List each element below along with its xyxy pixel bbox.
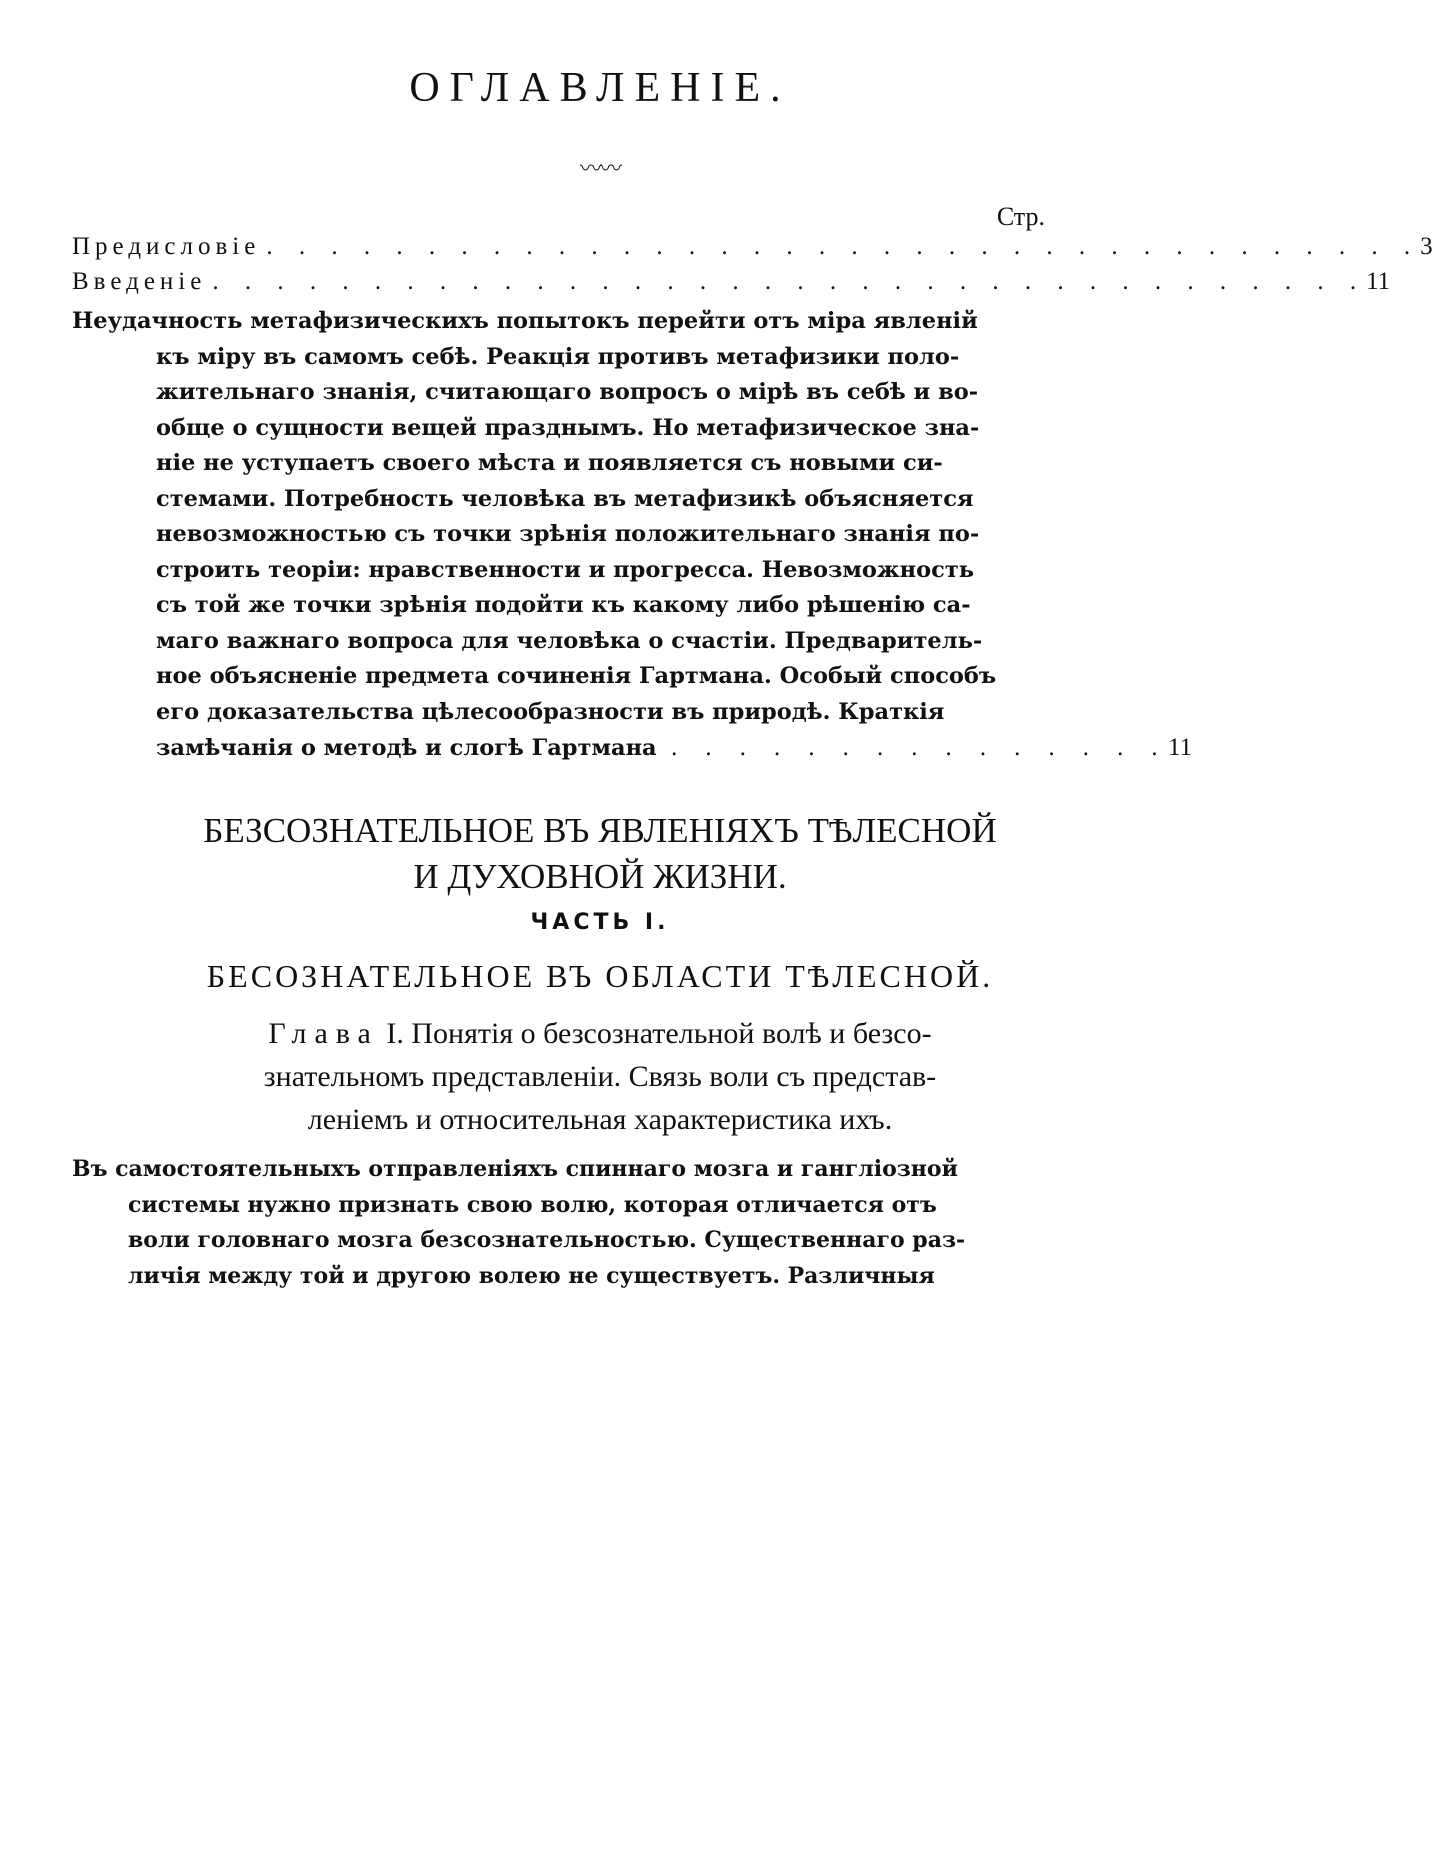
toc-leader-dots: . . . . . . . . . . . . . . . <box>670 735 1169 761</box>
summary-line: стемами. Потребность человѣка въ метафизикѣ объясняется <box>156 485 974 512</box>
summary-last-line <box>72 730 1193 767</box>
part-label: ЧАСТЬ I. <box>530 910 670 935</box>
summary-line: его доказательства цѣлесообразности въ природѣ. Краткія <box>156 698 945 725</box>
chapter-title-line: леніемъ и относительная характеристика ихъ. <box>307 1103 893 1136</box>
summary-line: ніе не уступаетъ своего мѣста и появляется съ новыми си- <box>156 450 943 476</box>
chapter-title-line: знательномъ представленіи. Связь воли съ представ- <box>263 1060 937 1093</box>
section-heading-line: И ДУХОВНОЙ ЖИЗНИ. <box>413 857 787 896</box>
introduction-summary <box>72 304 1193 767</box>
section-heading-line: БЕЗСОЗНАТЕЛЬНОЕ ВЪ ЯВЛЕНІЯХЪ ТѢЛЕСНОЙ <box>203 811 997 850</box>
body-line: системы нужно признать свою волю, которая отличается отъ <box>128 1191 937 1218</box>
chapter-number: I. <box>386 1017 404 1050</box>
summary-line: Неудачность метафизическихъ попытокъ перейти отъ міра явленій <box>72 308 978 334</box>
page-title: ОГЛАВЛЕНІЕ. <box>409 65 791 111</box>
toc-entry-page: 3 <box>1420 233 1433 260</box>
toc-leader-dots: . . . . . . . . . . . . . . . . . . . . . . . . . . . . . . . . . . . . <box>212 268 1367 295</box>
summary-line: къ міру въ самомъ себѣ. Реакція противъ метафизики поло- <box>156 343 960 370</box>
body-line: Въ самостоятельныхъ отправленіяхъ спиннаго мозга и гангліозной <box>72 1156 958 1182</box>
chapter-title-line: Понятія о безсознательной волѣ и безсо- <box>411 1017 932 1050</box>
section-heading <box>0 808 1200 900</box>
toc-leader-dots: . . . . . . . . . . . . . . . . . . . . . . . . . . . . . . . . . . . . <box>266 233 1421 260</box>
body-line: воли головнаго мозга безсознательностью. Существеннаго раз- <box>128 1227 966 1253</box>
body-line: личія между той и другою волею не существуетъ. Различныя <box>128 1262 935 1289</box>
summary-line: жительнаго знанія, считающаго вопросъ о мірѣ въ себѣ и во- <box>156 379 979 405</box>
summary-line: ное объясненіе предмета сочиненія Гартмана. Особый способъ <box>156 663 997 689</box>
chapter-label: Глава <box>268 1017 379 1050</box>
summary-line: съ той же точки зрѣнія подойти къ какому либо рѣшенію са- <box>156 592 971 618</box>
summary-line: замѣчанія о методѣ и слогѣ Гартмана <box>156 735 657 761</box>
chapter-body <box>72 1152 1044 1294</box>
toc-entry-name: Предисловіе <box>72 233 261 260</box>
part-title: БЕСОЗНАТЕЛЬНОЕ ВЪ ОБЛАСТИ ТѢЛЕСНОЙ. <box>206 958 994 994</box>
toc-entry-name: Введеніе <box>72 268 207 295</box>
toc-entry-introduction[interactable] <box>72 268 1391 296</box>
summary-line: маго важнаго вопроса для человѣка о счастіи. Предваритель- <box>156 627 983 654</box>
summary-line: обще о сущности вещей празднымъ. Но метафизическое зна- <box>156 414 980 441</box>
summary-line: невозможностью съ точки зрѣнія положительнаго знанія по- <box>156 521 980 547</box>
toc-entry-preface[interactable] <box>72 233 1433 261</box>
chapter-heading <box>160 1012 1040 1141</box>
toc-entry-page: 11 <box>1168 734 1193 761</box>
page-column-label: Стр. <box>996 202 1045 231</box>
toc-entry-page: 11 <box>1366 268 1391 295</box>
summary-line: строить теоріи: нравственности и прогресса. Невозможность <box>156 556 975 583</box>
title-ornament: 〰〰 <box>579 157 620 182</box>
